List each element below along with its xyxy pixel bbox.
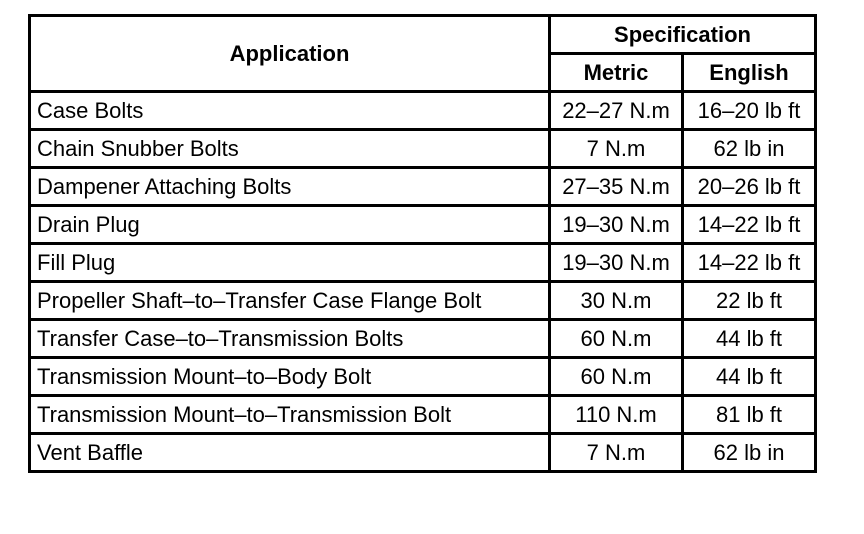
english-header: English	[683, 54, 816, 92]
application-cell: Case Bolts	[30, 92, 550, 130]
table-row	[30, 282, 816, 320]
table-row	[30, 396, 816, 434]
table-row	[30, 434, 816, 472]
english-cell: 62 lb in	[683, 434, 816, 472]
metric-cell: 19–30 N.m	[550, 206, 683, 244]
metric-cell: 22–27 N.m	[550, 92, 683, 130]
english-cell: 22 lb ft	[683, 282, 816, 320]
header-row-1	[30, 16, 816, 54]
english-cell: 81 lb ft	[683, 396, 816, 434]
specification-header: Specification	[550, 16, 816, 54]
table-row	[30, 168, 816, 206]
table-row	[30, 130, 816, 168]
english-cell: 20–26 lb ft	[683, 168, 816, 206]
metric-header: Metric	[550, 54, 683, 92]
english-cell: 14–22 lb ft	[683, 206, 816, 244]
english-cell: 44 lb ft	[683, 358, 816, 396]
table-row	[30, 92, 816, 130]
metric-cell: 60 N.m	[550, 320, 683, 358]
metric-cell: 19–30 N.m	[550, 244, 683, 282]
application-cell: Vent Baffle	[30, 434, 550, 472]
metric-cell: 7 N.m	[550, 130, 683, 168]
metric-cell: 30 N.m	[550, 282, 683, 320]
application-cell: Transfer Case–to–Transmission Bolts	[30, 320, 550, 358]
application-cell: Drain Plug	[30, 206, 550, 244]
table-row	[30, 206, 816, 244]
metric-cell: 110 N.m	[550, 396, 683, 434]
metric-cell: 60 N.m	[550, 358, 683, 396]
application-cell: Propeller Shaft–to–Transfer Case Flange Bolt	[30, 282, 550, 320]
metric-cell: 27–35 N.m	[550, 168, 683, 206]
english-cell: 44 lb ft	[683, 320, 816, 358]
table-row	[30, 244, 816, 282]
table-row	[30, 320, 816, 358]
application-cell: Dampener Attaching Bolts	[30, 168, 550, 206]
english-cell: 62 lb in	[683, 130, 816, 168]
application-header: Application	[30, 16, 550, 92]
application-cell: Chain Snubber Bolts	[30, 130, 550, 168]
application-cell: Transmission Mount–to–Transmission Bolt	[30, 396, 550, 434]
application-cell: Transmission Mount–to–Body Bolt	[30, 358, 550, 396]
english-cell: 16–20 lb ft	[683, 92, 816, 130]
torque-spec-table	[28, 14, 817, 473]
metric-cell: 7 N.m	[550, 434, 683, 472]
english-cell: 14–22 lb ft	[683, 244, 816, 282]
table-row	[30, 358, 816, 396]
application-cell: Fill Plug	[30, 244, 550, 282]
